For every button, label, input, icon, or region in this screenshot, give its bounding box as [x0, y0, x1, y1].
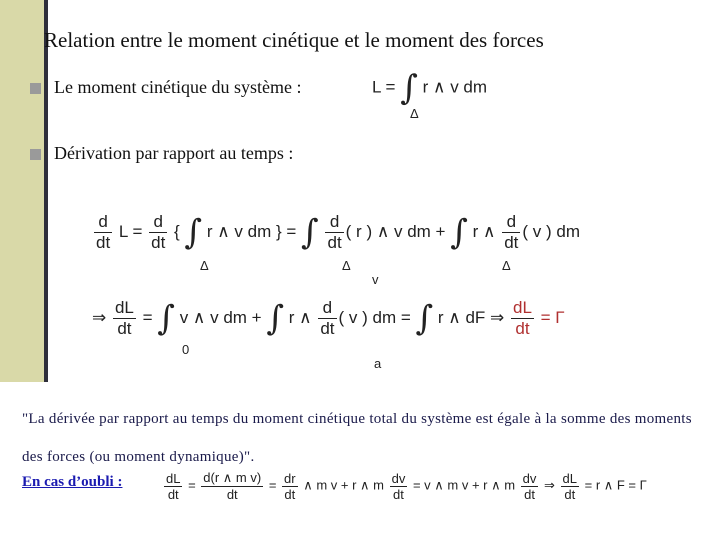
formula-subscript-delta: Δ [410, 106, 419, 121]
bullet-text-2: Dérivation par rapport au temps : [54, 143, 294, 163]
formula-subscript-delta: Δ [342, 258, 351, 273]
formula-angular-momentum: L = ∫ r ∧ v dm [372, 68, 488, 108]
formula-subscript-delta: Δ [200, 258, 209, 273]
slide-title: Relation entre le moment cinétique et le moment des forces [44, 28, 544, 52]
formula-underbrace-a: a [374, 356, 382, 371]
formula-underbrace-v: v [372, 272, 379, 287]
sidebar-line [44, 0, 48, 382]
formula-subscript-delta: Δ [502, 258, 511, 273]
quote-statement: "La dérivée par rapport au temps du moment cinétique total du système est égale à la somme des moments des forces (ou moment dynamique)". [22, 411, 692, 465]
formula-derivative-line-1: $\frac{d}{dt}$ L = $\frac{d}{dt}$ { ∫ r ∧ v dm } = ∫ $\frac{d}{dt}$ ( r ) ∧ v dm + ∫ r ∧ $\frac{d}{dt}$ ( v ) dm [96, 212, 581, 253]
reminder-label: En cas d’oubli : [22, 474, 123, 490]
bullet-icon [30, 83, 41, 94]
sidebar-decoration [0, 0, 44, 382]
formula-reminder: $\frac{dL}{dt}$ = $\frac{\text{d(r ∧ m v)}}{dt}$ = $\frac{dr}{dt}$ ∧ m v + r ∧ m $\frac{dv}{dt}$ = v ∧ m v + r ∧ m $\frac{dv}{dt}$ ⇒ $\frac{dL}{dt}$ = r ∧ F = Γ [166, 470, 647, 502]
formula-underbrace-zero: 0 [182, 342, 190, 357]
bullet-text-1: Le moment cinétique du système : [54, 77, 302, 97]
formula-derivative-line-2: ⇒ $\frac{dL}{dt}$ = ∫ v ∧ v dm + ∫ r ∧ $\frac{d}{dt}$ ( v ) dm = ∫ r ∧ dF ⇒ $\frac{dL}{dt}$ = Γ [92, 298, 565, 339]
bullet-icon [30, 149, 41, 160]
